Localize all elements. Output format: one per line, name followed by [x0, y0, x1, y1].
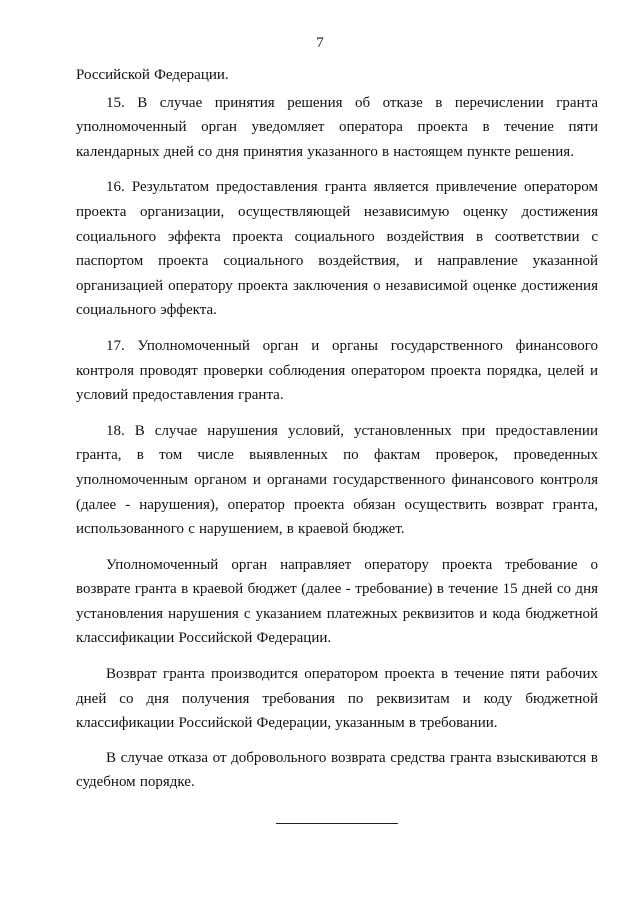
paragraph-18: 18. В случае нарушения условий, установленных при предоставлении гранта, в том числе выявленных по фактам проверок, проведенных уполномоченным органом и органами государственного финансового контроля (далее - нарушения), оператор проекта обязан осуществить возврат гранта, использованного с нарушением, в краевой бюджет. — [76, 422, 598, 538]
paragraph-15: 15. В случае принятия решения об отказе в перечислении гранта уполномоченный орган уведомляет оператора проекта в течение пяти календарных дней со дня принятия указанного в настоящем пункте решения. — [76, 94, 598, 160]
paragraph-demand: Уполномоченный орган направляет оператору проекта требование о возврате гранта в краевой бюджет (далее - требование) в течение 15 дней со дня установления нарушения с указанием платежных реквизитов и кода бюджетной классификации Российской Федерации. — [76, 556, 598, 647]
page-number: 7 — [316, 35, 324, 51]
paragraph-16: 16. Результатом предоставления гранта является привлечение оператором проекта организации, осуществляющей независимую оценку достижения социального эффекта проекта социального воздействия в соответствии с паспортом проекта социального воздействия, и направление указанной организацией оператору проекта заключения о независимой оценке достижения социального эффекта. — [76, 179, 598, 319]
document-body — [76, 63, 598, 806]
paragraph-court: В случае отказа от добровольного возврата средства гранта взыскиваются в судебном порядке. — [76, 749, 598, 791]
paragraph-17: 17. Уполномоченный орган и органы государственного финансового контроля проводят проверки соблюдения оператором проекта порядка, целей и условий предоставления гранта. — [76, 337, 598, 404]
paragraph-continuation: Российской Федерации. — [76, 67, 229, 83]
end-rule-line — [276, 823, 398, 824]
paragraph-return: Возврат гранта производится оператором проекта в течение пяти рабочих дней со дня получения требования по реквизитам и коду бюджетной классификации Российской Федерации, указанным в требовании. — [76, 666, 598, 732]
